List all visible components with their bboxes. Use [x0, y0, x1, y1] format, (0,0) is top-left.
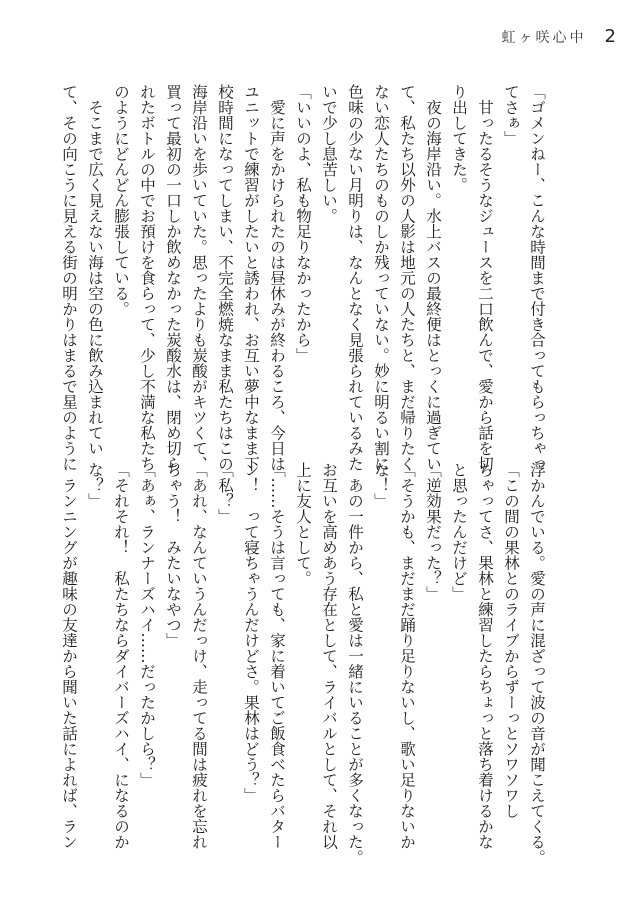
text-line: て、私たち以外の人影は地元の人たちと、まだ帰りたく	[398, 84, 416, 472]
text-line: 色味の少ない月明りは、なんとなく見張られているみた	[346, 84, 364, 472]
running-head	[502, 26, 616, 47]
text-line: 夜の海岸沿い。水上バスの最終便はとっくに過ぎてい	[424, 84, 442, 472]
text-line: 甘ったるそうなジュースを二口飲んで、愛から話を切	[476, 84, 494, 472]
text-line: いで少し息苦しい。	[320, 84, 338, 224]
text-line: 上に友人として。	[294, 462, 312, 586]
book-title: 虹ヶ咲心中	[501, 30, 587, 46]
text-line: てさぁ」	[502, 84, 520, 146]
text-line: お互いを高めあう存在として、ライバルとして、それ以	[320, 462, 338, 850]
text-line: な！」	[372, 462, 390, 509]
text-line: な？」	[86, 462, 104, 509]
text-line: そこまで広く見えない海は空の色に飲み込まれてい	[86, 84, 104, 456]
text-line: ン！ って寝ちゃうんだけどさ。果林はどう？」	[242, 462, 260, 803]
text-line: あの一件から、私と愛は一緒にいることが多くなった。	[346, 462, 364, 865]
text-line: 海岸沿いを歩いていた。思ったよりも炭酸がキツくて、	[190, 84, 208, 472]
text-line: 「それそれ！ 私たちならダイバーズハイ、になるのか	[112, 462, 130, 850]
text-line: 「逆効果だった？」	[424, 462, 442, 602]
text-line: ちゃってさ、果林と練習したらちょっと落ち着けるかな	[476, 462, 494, 850]
text-line: 「あれ、なんていうんだっけ、走ってる間は疲れを忘れ	[190, 462, 208, 850]
text-line: て、その向こうに見える街の明かりはまるで星のように	[60, 84, 78, 472]
text-line: 買って最初の一口しか飲めなかった炭酸水は、閉め切ら	[164, 84, 182, 472]
text-line: のようにどんどん膨張している。	[112, 84, 130, 317]
text-line: 愛に声をかけられたのは昼休みが終わるころ、今日は	[268, 84, 286, 472]
text-line: 「いいのよ、私も物足りなかったから」	[294, 84, 312, 363]
text-line: ユニットで練習がしたいと誘われ、お互い夢中なまま下	[242, 84, 260, 472]
text-line: れたボトルの中でお預けを食らって、少し不満な私たち	[138, 84, 156, 472]
page-number: 2	[604, 26, 616, 47]
text-line: と思ったんだけど」	[450, 462, 468, 602]
text-line: 「この間の果林とのライブからずーっとソワソワし	[502, 462, 520, 819]
lower-text-block	[60, 462, 550, 865]
upper-text-block	[60, 84, 550, 472]
text-line: ランニングが趣味の友達から聞いた話によれば、ラン	[60, 462, 78, 850]
text-line: 「私？」	[216, 462, 234, 524]
text-line: 浮かんでいる。愛の声に混ざって波の音が聞こえてくる。	[528, 462, 546, 865]
text-line: 「ゴメンねー、こんな時間まで付き合ってもらっちゃっ	[528, 84, 546, 472]
text-line: ない恋人たちのものしか残っていない。妙に明るい割に	[372, 84, 390, 472]
text-line: 「そうかも、まだまだ踊り足りないし、歌い足りないか	[398, 462, 416, 850]
text-line: 「あぁ、ランナーズハイ……だったかしら？」	[138, 462, 156, 788]
text-line: 校時間になってしまい、不完全燃焼なまま私たちはこの	[216, 84, 234, 472]
text-line: り出してきた。	[450, 84, 468, 193]
text-line: ちゃう！ みたいなやつ」	[164, 462, 182, 648]
text-line: 「……そうは言っても、家に着いてご飯食べたらバター	[268, 462, 286, 850]
